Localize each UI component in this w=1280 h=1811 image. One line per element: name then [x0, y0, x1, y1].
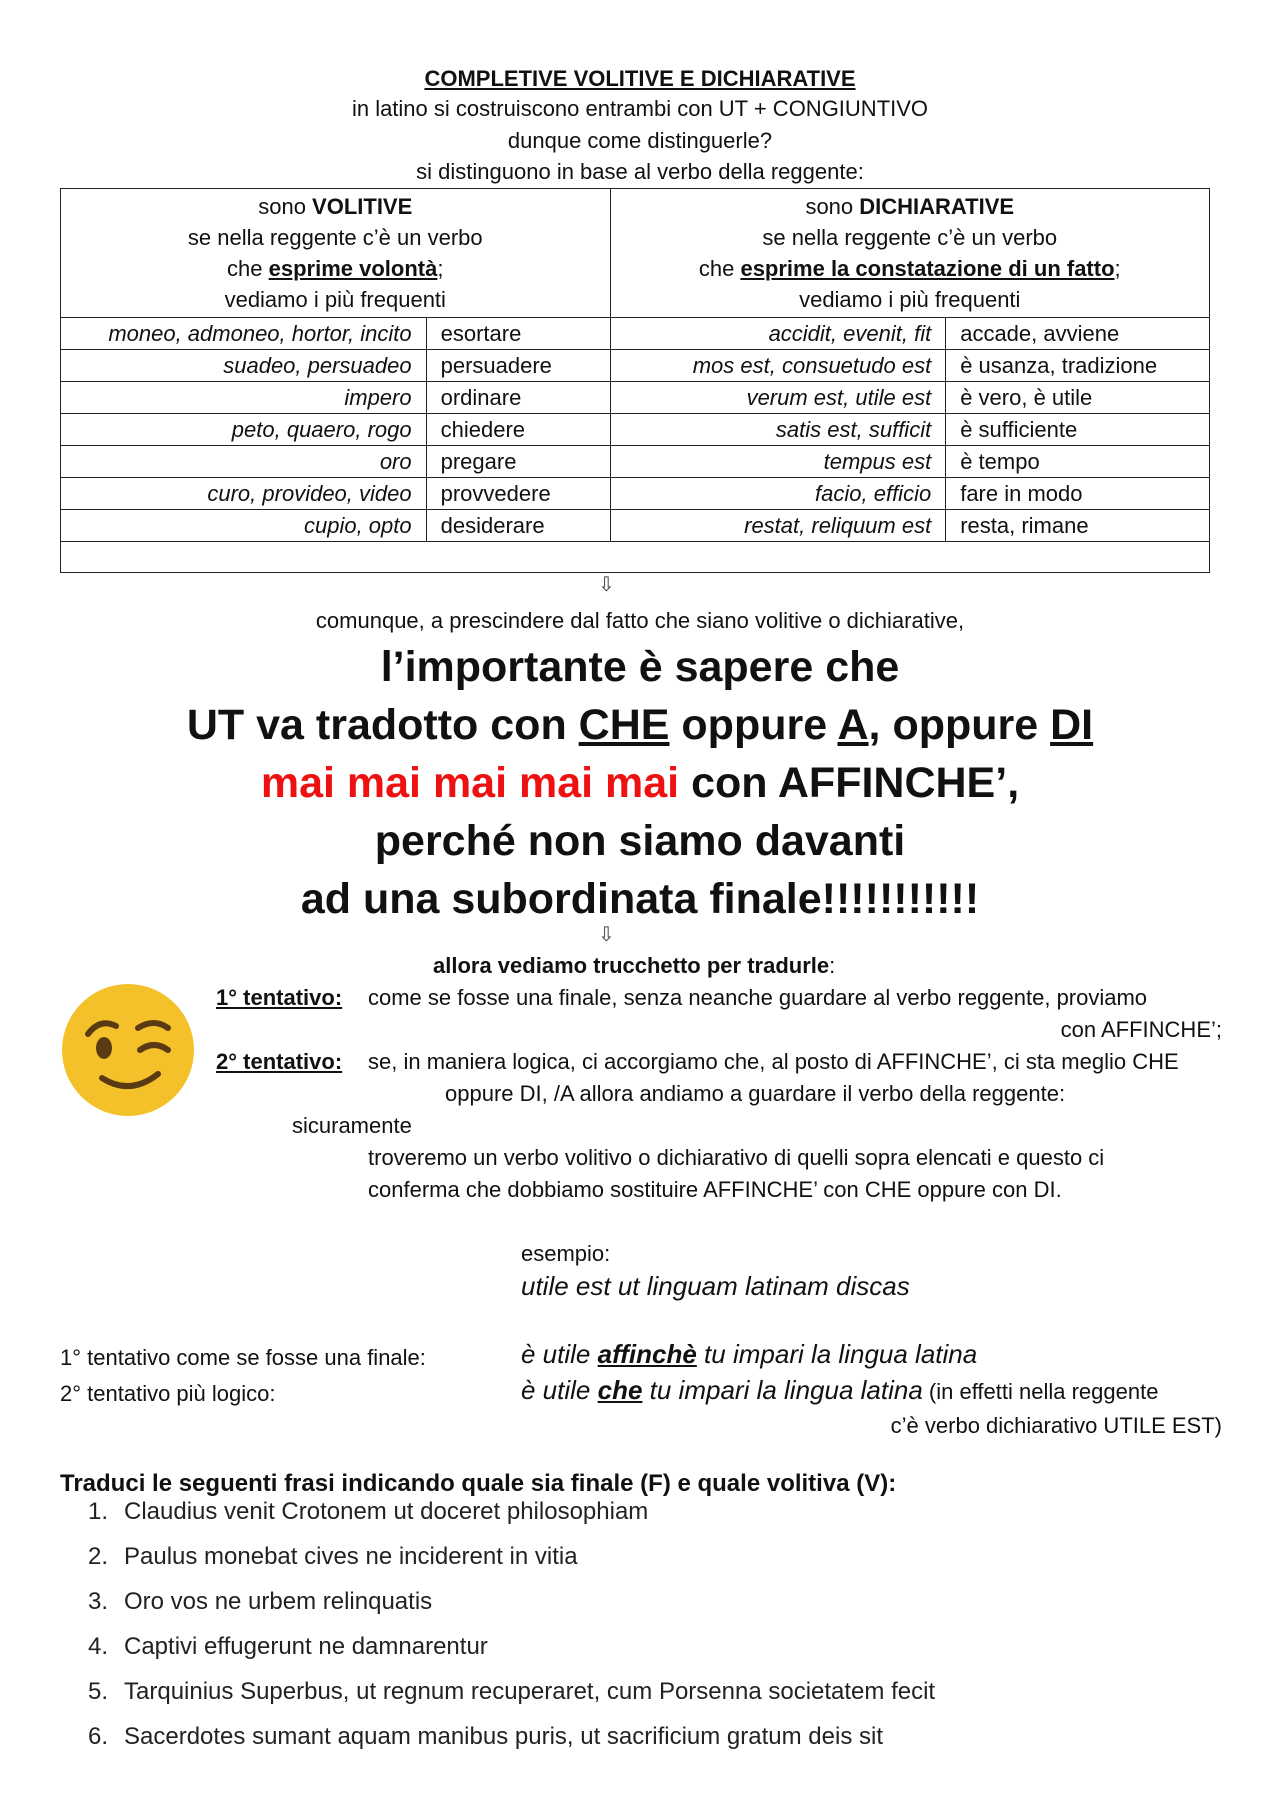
- exercise-list: [60, 1497, 935, 1767]
- table-row: curo, provideo, video provvedere facio, efficio fare in modo: [61, 478, 1210, 510]
- big-line-5: ad una subordinata finale!!!!!!!!!!!: [300, 875, 980, 923]
- down-arrow-icon: ⇩: [598, 924, 615, 946]
- dichiarative-label: DICHIARATIVE: [859, 194, 1015, 219]
- winking-face-icon: [60, 982, 196, 1118]
- dichiarative-header: sono DICHIARATIVE se nella reggente c’è un verbo che esprime la constatazione di un fatto; vediamo i più frequenti: [610, 189, 1209, 318]
- down-arrow-icon: ⇩: [598, 574, 615, 596]
- mai-emphasis: mai mai mai mai mai: [260, 759, 680, 807]
- comunque-line: comunque, a prescindere dal fatto che siano volitive o dichiarative,: [315, 608, 965, 633]
- tentativo-2-label: 2° tentativo:: [216, 1049, 343, 1074]
- example-label: esempio:: [521, 1241, 611, 1266]
- tentativo-2-text-4: troveremo un verbo volitivo o dichiarativo di quelli sopra elencati e questo ci: [368, 1145, 1105, 1170]
- example-latin: utile est ut linguam latinam discas: [521, 1271, 910, 1301]
- example-t1-text: è utile affinchè tu impari la lingua latina: [521, 1339, 978, 1369]
- table-row: oro pregare tempus est è tempo: [61, 446, 1210, 478]
- big-line-3: mai mai mai mai mai con AFFINCHE’,: [260, 759, 1020, 807]
- intro-line-3: si distinguono in base al verbo della reggente:: [416, 159, 864, 184]
- volitive-label: VOLITIVE: [312, 194, 413, 219]
- table-row: moneo, admoneo, hortor, incito esortare accidit, evenit, fit accade, avviene: [61, 318, 1210, 350]
- dichiarative-emphasis: esprime la constatazione di un fatto: [740, 256, 1115, 281]
- tentativo-2-text: se, in maniera logica, ci accorgiamo che, al posto di AFFINCHE’, ci sta meglio CHE: [368, 1049, 1179, 1074]
- tentativo-2-text-cont: oppure DI, /A allora andiamo a guardare il verbo della reggente:: [445, 1081, 1066, 1106]
- intro-line-2: dunque come distinguerle?: [507, 128, 773, 153]
- list-item: 5. Tarquinius Superbus, ut regnum recuperaret, cum Porsenna societatem fecit: [87, 1678, 936, 1705]
- list-item: 6. Sacerdotes sumant aquam manibus puris, ut sacrificium gratum deis sit: [87, 1723, 883, 1750]
- example-t1-label: 1° tentativo come se fosse una finale:: [60, 1345, 426, 1370]
- example-t2-note: c’è verbo dichiarativo UTILE EST): [890, 1413, 1222, 1438]
- table-row: suadeo, persuadeo persuadere mos est, consuetudo est è usanza, tradizione: [61, 350, 1210, 382]
- volitive-emphasis: esprime volontà: [268, 256, 438, 281]
- big-line-1: l’importante è sapere che: [380, 643, 900, 691]
- tentativo-1-label: 1° tentativo:: [216, 985, 343, 1010]
- table-row: peto, quaero, rogo chiedere satis est, sufficit è sufficiente: [61, 414, 1210, 446]
- tentativo-2-text-5: conferma che dobbiamo sostituire AFFINCHE’ con CHE oppure con DI.: [368, 1177, 1062, 1202]
- intro-line-1: in latino si costruiscono entrambi con UT + CONGIUNTIVO: [351, 96, 929, 121]
- big-line-4: perché non siamo davanti: [374, 817, 906, 865]
- list-item: 4. Captivi effugerunt ne damnarentur: [87, 1633, 488, 1660]
- trick-title: allora vediamo trucchetto per tradurle:: [433, 953, 836, 978]
- tentativo-2-text-sicuramente: sicuramente: [292, 1113, 412, 1138]
- big-line-2: UT va tradotto con CHE oppure A, oppure DI: [186, 701, 1094, 749]
- tentativo-1-text: come se fosse una finale, senza neanche guardare al verbo reggente, proviamo: [368, 985, 1148, 1010]
- table-empty-row: [61, 542, 1210, 573]
- table-row: impero ordinare verum est, utile est è vero, è utile: [61, 382, 1210, 414]
- table-row: cupio, opto desiderare restat, reliquum est resta, rimane: [61, 510, 1210, 542]
- list-item: 1. Claudius venit Crotonem ut doceret philosophiam: [87, 1498, 649, 1525]
- volitive-header: sono VOLITIVE se nella reggente c’è un verbo che esprime volontà; vediamo i più frequenti: [61, 189, 611, 318]
- example-t2-text: è utile che tu impari la lingua latina (in effetti nella reggente: [521, 1375, 1159, 1405]
- example-t2-label: 2° tentativo più logico:: [60, 1381, 276, 1406]
- table-header-row: [61, 189, 1210, 318]
- tentativo-1-text-cont: con AFFINCHE’;: [1060, 1017, 1222, 1042]
- verb-table: [60, 188, 1210, 573]
- list-item: 3. Oro vos ne urbem relinquatis: [87, 1588, 433, 1615]
- exercise-title: Traduci le seguenti frasi indicando quale sia finale (F) e quale volitiva (V):: [60, 1470, 897, 1497]
- document-title: COMPLETIVE VOLITIVE E DICHIARATIVE: [424, 66, 856, 91]
- list-item: 2. Paulus monebat cives ne inciderent in vitia: [87, 1543, 578, 1570]
